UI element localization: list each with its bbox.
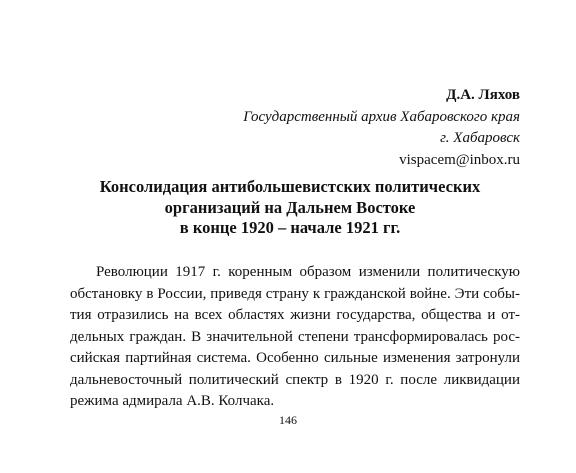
title-line: организаций на Дальнем Востоке — [164, 197, 416, 217]
body-line: режима адмирала А.В. Колчака. — [70, 393, 275, 409]
author-city: г. Хабаровск — [440, 130, 520, 146]
author-affiliation: Государственный архив Хабаровского края — [243, 108, 520, 125]
page-number: 146 — [279, 413, 297, 427]
body-line: дальневосточный политический спектр в 1920 г. после ликвидации — [70, 371, 520, 388]
author-block — [243, 85, 520, 171]
author-email: vispacem@inbox.ru — [399, 151, 520, 168]
body-line: Революции 1917 г. коренным образом изменили политическую — [96, 264, 520, 280]
body-paragraph — [70, 262, 520, 413]
body-line: дельных граждан. В значительной степени трансформировалась рос- — [70, 328, 520, 345]
author-name: Д.А. Ляхов — [446, 87, 520, 103]
body-line: тия отразились на всех областях жизни государства, общества и от- — [70, 307, 520, 323]
article-title — [40, 177, 540, 239]
title-line: в конце 1920 – начале 1921 гг. — [179, 218, 401, 237]
body-line: обстановку в России, приведя страну к гражданской войне. Эти собы- — [70, 285, 520, 302]
title-line: Консолидация антибольшевистских политических — [99, 177, 481, 196]
body-line: сийская партийная система. Особенно сильные изменения затронули — [70, 350, 520, 366]
